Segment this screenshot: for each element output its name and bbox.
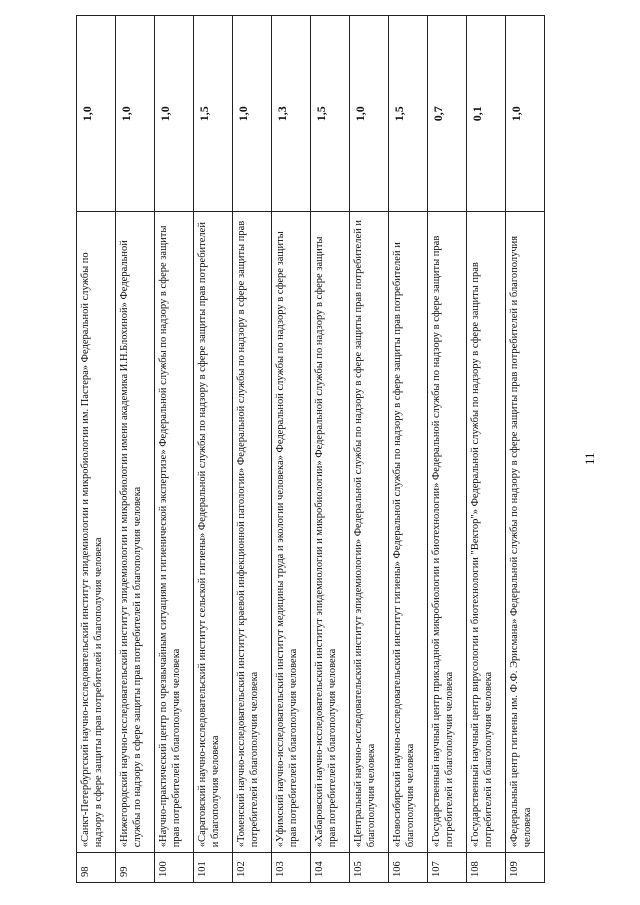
coefficient-value: 1,5 — [389, 16, 428, 212]
row-number: 105 — [350, 853, 389, 883]
table-row — [272, 16, 311, 883]
row-number: 101 — [194, 853, 233, 883]
table-row — [350, 16, 389, 883]
organization-name: «Хабаровский научно-исследовательский институт эпидемиологии и микробиологии» Федеральной службы по надзору в сфере защиты прав потребителей и благополучия человека — [311, 212, 350, 853]
organization-name: «Нижегородский научно-исследовательский институт эпидемиологии и микробиологии имени академика И.Н.Блохиной» Федеральной службы по надзору в сфере защиты прав потребителей и благополучия человека — [116, 212, 155, 853]
organization-name: «Государственный научный центр вирусологии и биотехнологии "Вектор"» Федеральной службы по надзору в сфере защиты прав потребителей и благополучия человека — [467, 212, 506, 853]
organization-name: «Томенский научно-исследовательский институт краевой инфекционной патологии» Федеральной службы по надзору в сфере защиты прав потребителей и благополучия человека — [233, 212, 272, 853]
row-number: 106 — [389, 853, 428, 883]
row-number: 108 — [467, 853, 506, 883]
table-row — [311, 16, 350, 883]
table-row — [155, 16, 194, 883]
row-number: 109 — [506, 853, 545, 883]
coefficient-value: 1,0 — [116, 16, 155, 212]
row-number: 103 — [272, 853, 311, 883]
table-row — [389, 16, 428, 883]
coefficient-value: 0,1 — [467, 16, 506, 212]
organization-name: «Саратовский научно-исследовательский институт сельской гигиены» Федеральной службы по надзору в сфере защиты прав потребителей и благополучия человека — [194, 212, 233, 853]
row-number: 99 — [116, 853, 155, 883]
organization-name: «Санкт-Петербургский научно-исследовательский институт эпидемиологии и микробиологии им. Пастера» Федеральной службы по надзору в сфере защиты прав потребителей и благополучия человека — [77, 212, 116, 853]
row-number: 104 — [311, 853, 350, 883]
row-number: 102 — [233, 853, 272, 883]
table-row — [428, 16, 467, 883]
organization-name: «Уфимский научно-исследовательский институт медицины труда и экологии человека» Федеральной службы по надзору в сфере защиты прав потребителей и благополучия человека — [272, 212, 311, 853]
table-row — [506, 16, 545, 883]
page-number: 11 — [582, 452, 597, 465]
organizations-table — [76, 15, 545, 883]
coefficient-value: 1,0 — [155, 16, 194, 212]
row-number: 98 — [77, 853, 116, 883]
table-row — [116, 16, 155, 883]
coefficient-value: 1,3 — [272, 16, 311, 212]
row-number: 100 — [155, 853, 194, 883]
coefficient-value: 1,0 — [350, 16, 389, 212]
organization-name: «Центральный научно-исследовательский институт эпидемиологии» Федеральной службы по надзору в сфере защиты прав потребителей и благополучия человека — [350, 212, 389, 853]
organization-name: «Государственный научный центр прикладной микробиологии и биотехнологии» Федеральной службы по надзору в сфере защиты прав потребителей и благополучия человека — [428, 212, 467, 853]
organization-name: «Федеральный центр гигиены им. Ф.Ф. Эрисмана» Федеральной службы по надзору в сфере защиты прав потребителей и благополучия человека — [506, 212, 545, 853]
coefficient-value: 0,7 — [428, 16, 467, 212]
row-number: 107 — [428, 853, 467, 883]
coefficient-value: 1,5 — [311, 16, 350, 212]
coefficient-value: 1,5 — [194, 16, 233, 212]
table-row — [77, 16, 116, 883]
coefficient-value: 1,0 — [233, 16, 272, 212]
table-row — [233, 16, 272, 883]
coefficient-value: 1,0 — [506, 16, 545, 212]
table-row — [194, 16, 233, 883]
table-row — [467, 16, 506, 883]
organization-name: «Новосибирский научно-исследовательский институт гигиены» Федеральной службы по надзору в сфере защиты прав потребителей и благополучия человека — [389, 212, 428, 853]
organization-name: «Научно-практический центр по чрезвычайным ситуациям и гигиенической экспертизе» Федеральной службы по надзору в сфере защиты прав потребителей и благополучия человека — [155, 212, 194, 853]
coefficient-value: 1,0 — [77, 16, 116, 212]
